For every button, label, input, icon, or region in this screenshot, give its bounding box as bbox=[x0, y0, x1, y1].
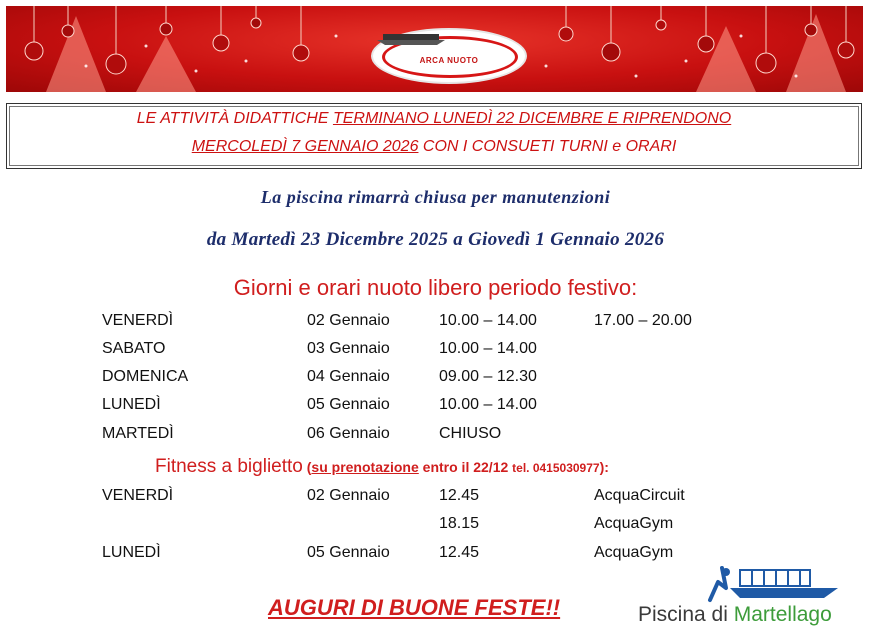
fitness-date: 05 Gennaio bbox=[307, 544, 390, 561]
fitness-activity: AcquaGym bbox=[594, 544, 674, 561]
brand-name bbox=[638, 603, 832, 627]
notice-line-2-underlined: MERCOLEDÌ 7 GENNAIO 2026 bbox=[191, 138, 419, 155]
notice-line-1 bbox=[7, 110, 861, 128]
fitness-time: 18.15 bbox=[439, 515, 480, 532]
fitness-day: LUNEDÌ bbox=[102, 544, 161, 561]
notice-line-2-plain: CON I CONSUETI TURNI e ORARI bbox=[418, 138, 677, 155]
fitness-activity: AcquaCircuit bbox=[594, 487, 685, 504]
holiday-greeting: AUGURI DI BUONE FESTE!! bbox=[268, 595, 561, 620]
free-swim-date: 06 Gennaio bbox=[307, 425, 390, 442]
brand-name-part1: Piscina di bbox=[638, 603, 734, 626]
boat-icon bbox=[373, 30, 449, 46]
holiday-banner bbox=[6, 6, 863, 92]
notice-line-1-plain: LE ATTIVITÀ DIDATTICHE bbox=[136, 110, 333, 127]
fitness-day: VENERDÌ bbox=[102, 487, 174, 504]
free-swim-time: 10.00 – 14.00 bbox=[439, 396, 537, 413]
free-swim-time-2: 17.00 – 20.00 bbox=[594, 312, 692, 329]
brand-name-part2: Martellago bbox=[733, 603, 832, 626]
fitness-booking: su prenotazione bbox=[311, 459, 419, 475]
free-swim-time: 10.00 – 14.00 bbox=[439, 312, 537, 329]
piscina-martellago-logo-icon bbox=[700, 560, 850, 604]
fitness-title bbox=[155, 456, 609, 478]
free-swim-time: 10.00 – 14.00 bbox=[439, 340, 537, 357]
free-swim-date: 03 Gennaio bbox=[307, 340, 390, 357]
free-swim-time: 09.00 – 12.30 bbox=[439, 368, 537, 385]
free-swim-date: 05 Gennaio bbox=[307, 396, 390, 413]
arca-nuoto-logo bbox=[371, 28, 527, 84]
free-swim-day: MARTEDÌ bbox=[102, 425, 174, 442]
free-swim-time: CHIUSO bbox=[439, 425, 502, 442]
fitness-time: 12.45 bbox=[439, 544, 480, 561]
notice-box bbox=[6, 103, 862, 169]
logo-label: ARCA NUOTO bbox=[419, 56, 479, 65]
fitness-activity: AcquaGym bbox=[594, 515, 674, 532]
closure-line-1: La piscina rimarrà chiusa per manutenzioni bbox=[260, 187, 611, 207]
closure-line-2: da Martedì 23 Dicembre 2025 a Giovedì 1 Gennaio 2026 bbox=[206, 229, 665, 250]
notice-line-2 bbox=[7, 138, 861, 156]
free-swim-date: 04 Gennaio bbox=[307, 368, 390, 385]
fitness-phone: tel. 0415030977 bbox=[512, 461, 600, 475]
free-swim-day: SABATO bbox=[102, 340, 166, 357]
fitness-paren-open: ( bbox=[302, 459, 312, 475]
notice-line-1-underlined: TERMINANO LUNEDÌ 22 DICEMBRE E RIPRENDONO bbox=[332, 110, 732, 127]
free-swim-title: Giorni e orari nuoto libero periodo festivo: bbox=[233, 275, 638, 300]
fitness-date: 02 Gennaio bbox=[307, 487, 390, 504]
fitness-title-main: Fitness a biglietto bbox=[155, 456, 303, 477]
free-swim-day: DOMENICA bbox=[102, 368, 189, 385]
fitness-booking-rest: entro il 22/12 bbox=[418, 459, 513, 475]
free-swim-day: VENERDÌ bbox=[102, 312, 174, 329]
fitness-time: 12.45 bbox=[439, 487, 480, 504]
free-swim-day: LUNEDÌ bbox=[102, 396, 161, 413]
free-swim-date: 02 Gennaio bbox=[307, 312, 390, 329]
fitness-paren-close: ): bbox=[599, 459, 609, 475]
